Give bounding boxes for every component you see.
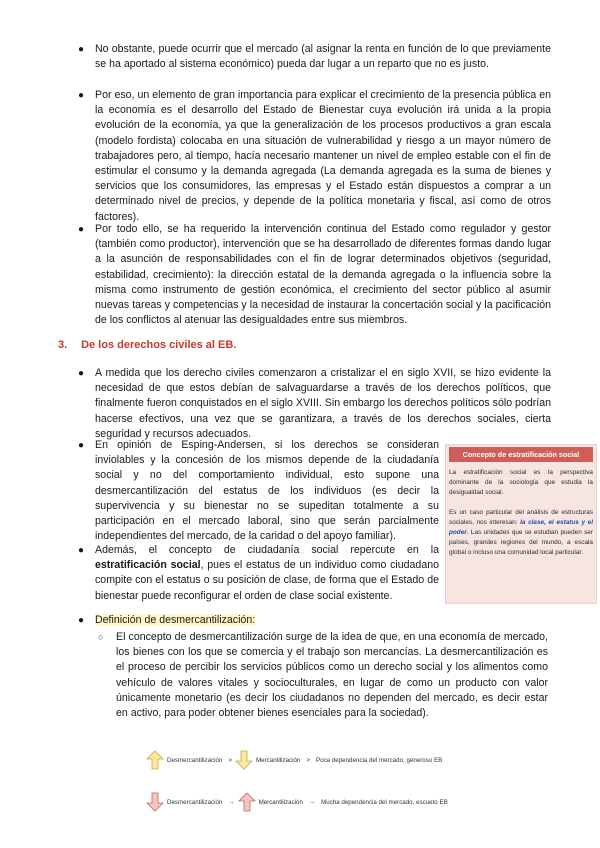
bullet-text: Por eso, un elemento de gran importancia para explicar el crecimiento de la presencia pública en la economía es el desarrollo del Estado de Bienestar cuya evolución irá unida a la propia evolución de la economía, ya que la generalización de los procesos productivos a gran escala (modelo fordista) colocaba en una situación de vulnerabilidad y riesgo a un mayor número de trabajadores pero, al tiempo, hacía necesario mantener un nivel de empleo estable con el fin de estimular el consumo y la demanda agregada (La demanda agregada es la suma de bienes y servicios que los consumidores, las empresas y el Estado están dispuestos a comprar a un determinado nivel de precios, y depende de la política monetaria y fiscal, así como de otros factores). bbox=[95, 89, 551, 223]
arrow-down-icon bbox=[146, 792, 164, 812]
flow-term-a: Desmercantilización bbox=[167, 798, 223, 806]
bullet-dot: ● bbox=[78, 545, 85, 556]
section-title: De los derechos civiles al EB. bbox=[81, 339, 237, 351]
bullet-paragraph bbox=[78, 42, 551, 72]
bullet-paragraph bbox=[78, 613, 551, 628]
flow-separator: > bbox=[228, 756, 232, 764]
flow-term-c: Mucha dependencia del mercado, escueto EB bbox=[321, 798, 448, 806]
flow-separator: > bbox=[306, 756, 310, 764]
bullet-dot: ● bbox=[78, 368, 85, 379]
bullet-paragraph bbox=[78, 438, 439, 544]
flow-term-b: Mercantilización bbox=[258, 798, 303, 806]
sub-bullet-text: El concepto de desmercantilización surge de la idea de que, en una economía de mercado, los bienes con los que se comercia y el trabajo son mercancías. La desmercantilización es el proceso de percibir los servicios públicos como un derecho social y los alimentos como vehículo de valores vitales y socioculturales, en lugar de como un producto con valor únicamente monetario (es decir los ciudadanos no dependen del mercado, es decir estar en activo, para poder obtener bienes esenciales para la sociedad). bbox=[116, 631, 548, 720]
bullet-paragraph bbox=[78, 366, 551, 442]
flow-diagram-2 bbox=[146, 792, 451, 812]
bullet-paragraph bbox=[78, 222, 551, 328]
bullet-text: No obstante, puede ocurrir que el mercado (al asignar la renta en función de lo que previamente se ha aportado al sistema económico) pueda dar lugar a un reparto que no es justo. bbox=[95, 43, 551, 71]
bullet-text: Por todo ello, se ha requerido la intervención continua del Estado como regulador y gestor (también como productor), intervención que se ha desarrollado de diferentes formas dando lugar a la asunción de responsabilidades con el fin de lograr determinados objetivos (seguridad, estabilidad, crecimiento): la dirección estatal de la demanda agregada o la influencia sobre la misma como instrumento de gestión económica, el crecimiento del sector público al asumir nuevas tareas y competencias y la necesidad de instaurar la concertación social y la pacificación de los conflictos al atenuar las desigualdades entre sus miembros. bbox=[95, 223, 551, 327]
bullet-paragraph bbox=[78, 88, 551, 225]
sub-bullet-paragraph bbox=[98, 630, 548, 721]
section-heading bbox=[58, 338, 236, 353]
bullet-paragraph bbox=[78, 543, 440, 604]
bullet-bold-term: estratificación social bbox=[95, 559, 201, 572]
bullet-dot: ● bbox=[78, 440, 85, 451]
bullet-text-before: Además, el concepto de ciudadanía social repercute en la bbox=[95, 544, 439, 556]
sidebox-text-after: . Las unidades que se estudian pueden ser países, grandes regiones del mundo, a escala global o incluso una comunidad local particular. bbox=[449, 529, 593, 556]
bullet-dot: ● bbox=[78, 90, 85, 101]
flow-diagram-1 bbox=[146, 750, 445, 770]
sidebox-paragraph bbox=[449, 508, 593, 558]
bullet-dot: ● bbox=[78, 615, 85, 626]
bullet-text-after: , pues el estatus de un individuo como ciudadano compite con el estatus o su posición de clase, de forma que el Estado de bienestar puede reconfigurar el orden de clase social existente. bbox=[95, 559, 440, 602]
bullet-text: En opinión de Esping-Andersen, si los derechos se consideran inviolables y la concesión de los mismos depende de la ciudadanía social y no del comportamiento individual, esto supone una desmercantilización del estatus de los individuos (es decir la supervivencia y su bienestar no se supeditan totalmente a su participación en el mercado laboral, sino que serán parcialmente independientes del mercado, de la caridad o del apoyo familiar). bbox=[95, 439, 439, 543]
sub-bullet-circle: ○ bbox=[98, 632, 104, 642]
arrow-up-icon bbox=[238, 792, 256, 812]
concept-sidebox bbox=[445, 444, 597, 604]
section-number: 3. bbox=[58, 339, 68, 351]
flow-term-a: Desmercantilización bbox=[167, 756, 223, 764]
bullet-text: A medida que los derecho civiles comenzaron a cristalizar el en siglo XVII, se hizo evidente la necesidad de que estos debían de salvaguardarse a través de los derechos políticos, que finalmente fueron conquistados en el siglo XVIII. Sin embargo los derechos políticos sólo podrían hacerse efectivos, una vez que se garantizara, a través de los derechos sociales, cierta seguridad y recursos adecuados. bbox=[95, 367, 551, 440]
sidebox-highlight: la clase, el estatus y el poder bbox=[449, 519, 593, 536]
sidebox-paragraph: La estratificación social es la perspectiva dominante de la sociología que estudia la desigualdad social. bbox=[449, 469, 593, 496]
flow-term-b: Mercantilización bbox=[256, 756, 301, 764]
bullet-dot: ● bbox=[78, 224, 85, 235]
arrow-down-icon bbox=[235, 750, 253, 770]
flow-term-c: Poca dependencia del mercado, generoso EB bbox=[316, 756, 443, 764]
sidebox-title: Concepto de estratificación social bbox=[449, 447, 593, 462]
sidebox-text-before: Es un caso particular del análisis de estructuras sociales, nos interesan: bbox=[449, 509, 593, 526]
bullet-dot: ● bbox=[78, 44, 85, 55]
definition-label: Definición de desmercantilización: bbox=[95, 614, 256, 626]
flow-separator: → bbox=[228, 798, 235, 806]
flow-separator: → bbox=[308, 798, 316, 806]
arrow-up-icon bbox=[146, 750, 164, 770]
